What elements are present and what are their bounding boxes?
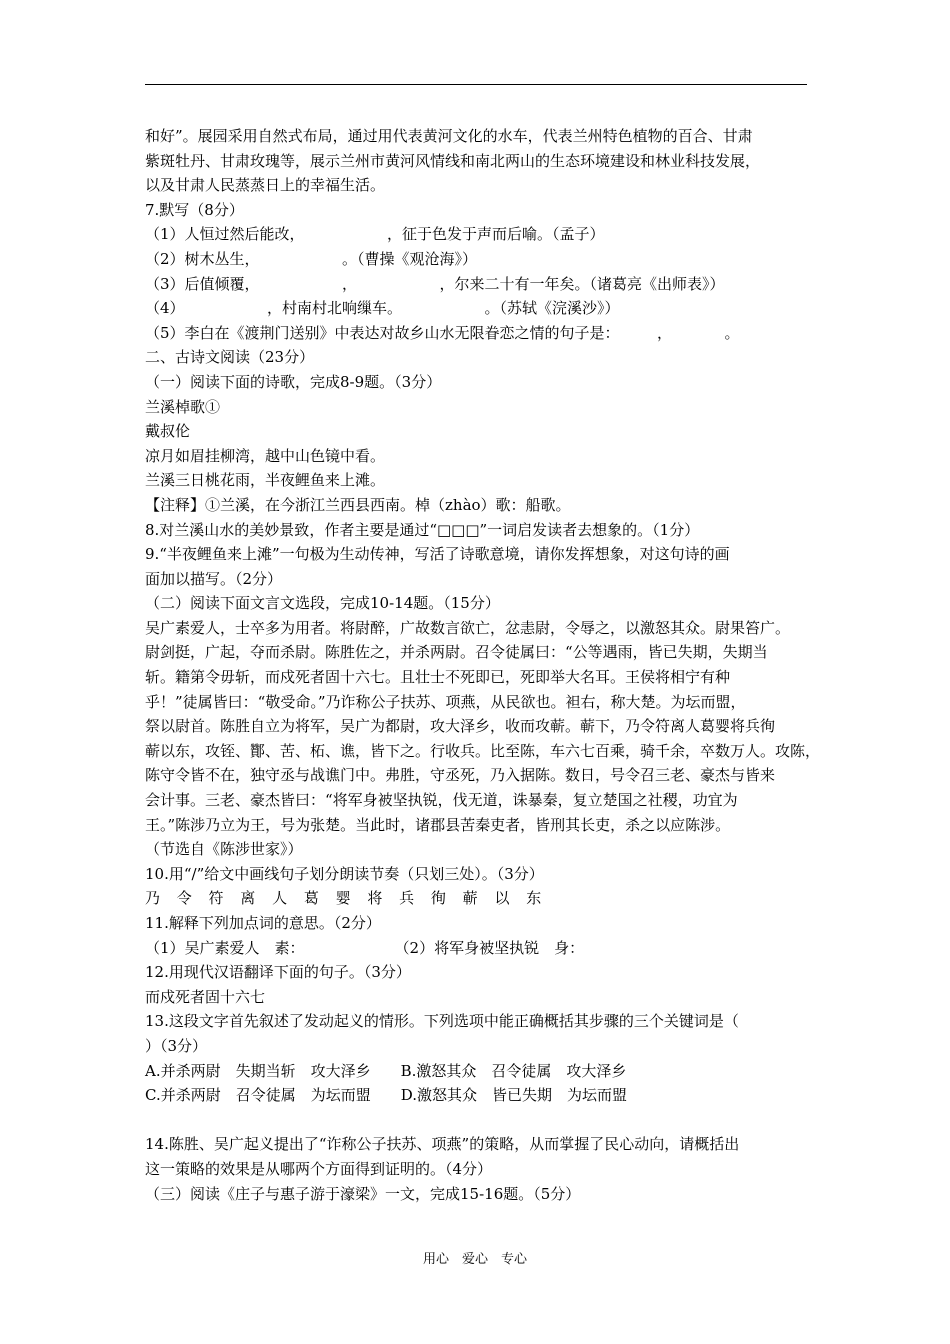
question-7-item-3: （3）后值倾覆， ， ，尔来二十有一年矣。（诸葛亮《出师表》） — [145, 274, 725, 293]
question-10: 10.用“/”给文中画线句子划分朗读节奏（只划三处）。（3分） — [145, 864, 544, 883]
header-rule — [145, 84, 807, 85]
question-14-cont: 这一策略的效果是从哪两个方面得到证明的。（4分） — [145, 1159, 493, 1178]
passage-line: 陈守令皆不在，独守丞与战谯门中。弗胜，守丞死，乃入据陈。数日，号令召三老、豪杰与皆来 — [145, 766, 776, 785]
question-7-item-1: （1）人恒过然后能改， ，征于色发于声而后喻。（孟子） — [145, 225, 605, 244]
question-13-options-ab: A.并杀两尉 失期当斩 攻大泽乡 B.激怒其众 召令徒属 攻大泽乡 — [145, 1061, 627, 1080]
question-11: 11.解释下列加点词的意思。（2分） — [145, 914, 381, 932]
document-body — [145, 124, 821, 1206]
passage-line: 斩。籍第令毋斩，而戍死者固十六七。且壮士不死即已，死即举大名耳。王侯将相宁有种 — [145, 668, 731, 687]
question-13-options-cd: C.并杀两尉 召令徒属 为坛而盟 D.激怒其众 皆已失期 为坛而盟 — [145, 1086, 627, 1105]
passage-line: 会计事。三老、豪杰皆曰：“将军身被坚执锐，伐无道，诛暴秦，复立楚国之社稷，功宜为 — [145, 791, 738, 810]
question-14: 14.陈胜、吴广起义提出了“诈称公子扶苏、项燕”的策略，从而掌握了民心动向，请概括出 — [145, 1135, 740, 1154]
question-11-items: （1）吴广素爱人 素： （2）将军身被坚执锐 身： — [145, 938, 585, 957]
page-footer: 用心 爱心 专心 — [422, 1252, 527, 1267]
question-7-item-4: （4） ，村南村北响缫车。 。（苏轼《浣溪沙》） — [145, 299, 620, 318]
passage-line: 蕲以东，攻铚、酇、苦、柘、谯，皆下之。行收兵。比至陈，车六七百乘，骑千余，卒数万人。攻陈， — [145, 741, 821, 760]
subsection-3-heading: （三）阅读《庄子与惠子游于濠梁》一文，完成15-16题。（5分） — [145, 1184, 581, 1203]
passage-line: 祭以尉首。陈胜自立为将军，吴广为都尉，攻大泽乡，收而攻蕲。蕲下，乃令符离人葛婴将兵徇 — [145, 717, 776, 736]
question-10-sentence: 乃 令 符 离 人 葛 婴 将 兵 徇 蕲 以 东 — [145, 889, 548, 908]
poem-author: 戴叔伦 — [145, 422, 191, 441]
question-9-cont: 面加以描写。（2分） — [145, 569, 283, 588]
poem-line: 兰溪三日桃花雨，半夜鲤鱼来上滩。 — [145, 471, 386, 490]
question-7-item-2: （2）树木丛生， 。（曹操《观沧海》） — [145, 249, 478, 268]
passage-line: 吴广素爱人，士卒多为用者。将尉醉，广故数言欲亡，忿恚尉，令辱之，以激怒其众。尉果笞广。 — [145, 618, 791, 637]
poem-title: 兰溪棹歌① — [145, 397, 221, 416]
poem-line: 凉月如眉挂柳湾，越中山色镜中看。 — [145, 446, 386, 465]
subsection-2-heading: （二）阅读下面文言文选段，完成10-14题。（15分） — [145, 594, 500, 613]
question-7-item-5: （5）李白在《渡荆门送别》中表达对故乡山水无限眷恋之情的句子是： ， 。 — [145, 323, 740, 342]
blank-line — [145, 1108, 815, 1133]
subsection-1-heading: （一）阅读下面的诗歌，完成8-9题。（3分） — [145, 372, 442, 391]
question-13: 13.这段文字首先叙述了发动起义的情形。下列选项中能正确概括其步骤的三个关键词是（ — [145, 1012, 739, 1031]
question-9: 9.“半夜鲤鱼来上滩”一句极为生动传神，写活了诗歌意境，请你发挥想象，对这句诗的画 — [145, 545, 730, 564]
section-2-heading: 二、古诗文阅读（23分） — [145, 348, 315, 367]
question-8: 8.对兰溪山水的美妙景致，作者主要是通过“□□□”一词启发读者去想象的。（1分） — [145, 520, 700, 539]
passage-line: 尉剑挺，广起，夺而杀尉。陈胜佐之，并杀两尉。召令徒属曰：“公等遇雨，皆已失期，失期当 — [145, 643, 768, 662]
question-12: 12.用现代汉语翻译下面的句子。（3分） — [145, 963, 411, 982]
text-line: 紫斑牡丹、甘肃玫瑰等，展示兰州市黄河风情线和南北两山的生态环境建设和林业科技发展， — [145, 151, 761, 170]
question-13-cont: ）（3分） — [145, 1036, 208, 1055]
text-line: 和好”。展园采用自然式布局，通过用代表黄河文化的水车，代表兰州特色植物的百合、甘肃 — [145, 127, 753, 145]
poem-note: 【注释】①兰溪，在今浙江兰西县西南。棹（zhào）歌：船歌。 — [145, 495, 571, 514]
passage-line: 乎！”徒属皆曰：“敬受命。”乃诈称公子扶苏、项燕，从民欲也。袒右，称大楚。为坛而盟， — [145, 692, 746, 711]
passage-line: 王。”陈涉乃立为王，号为张楚。当此时，诸郡县苦秦吏者，皆刑其长吏，杀之以应陈涉。 — [145, 815, 731, 834]
text-line: 以及甘肃人民蒸蒸日上的幸福生活。 — [145, 176, 386, 195]
question-7-title: 7.默写（8分） — [145, 200, 244, 219]
passage-source: （节选自《陈涉世家》） — [145, 840, 303, 859]
question-12-sentence: 而戍死者固十六七 — [145, 987, 266, 1006]
